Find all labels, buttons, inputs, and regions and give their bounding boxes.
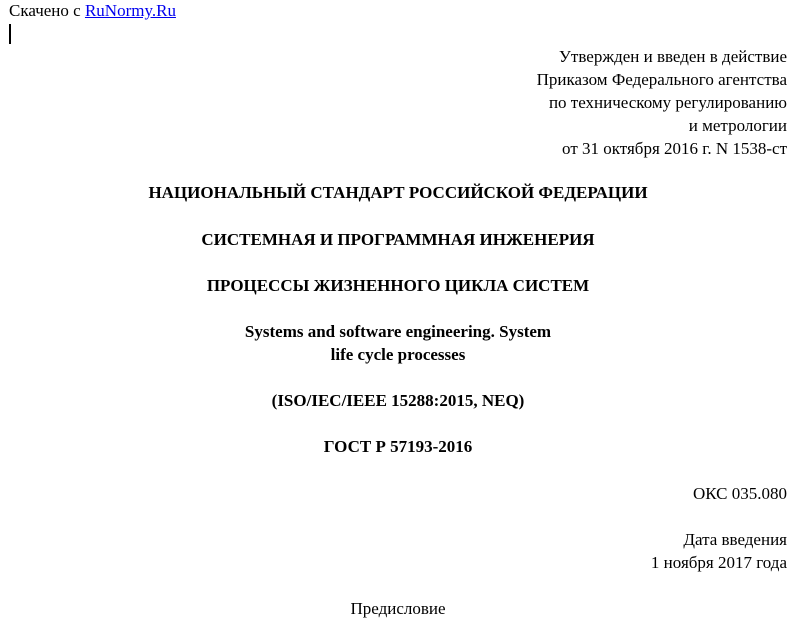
text-caret [9, 24, 11, 44]
intro-date-label: Дата введения [683, 530, 787, 549]
source-prefix: Скачено с [9, 1, 81, 20]
source-line [9, 1, 176, 21]
preface-heading: Предисловие [350, 599, 446, 618]
standard-reference: (ISO/IEC/IEEE 15288:2015, NEQ) [271, 391, 525, 410]
title-ru-line2: ПРОЦЕССЫ ЖИЗНЕННОГО ЦИКЛА СИСТЕМ [206, 276, 590, 295]
title-en-line1: Systems and software engineering. System [244, 322, 552, 341]
gost-number: ГОСТ Р 57193-2016 [323, 437, 473, 456]
approval-line: Приказом Федерального агентства [536, 70, 787, 89]
title-en-line2: life cycle processes [330, 345, 466, 364]
approval-line: и метрологии [688, 116, 787, 135]
oks-code: ОКС 035.080 [692, 484, 787, 503]
source-link[interactable]: RuNormy.Ru [84, 1, 176, 20]
approval-line: Утвержден и введен в действие [558, 47, 787, 66]
approval-block [537, 45, 787, 160]
intro-date-value: 1 ноября 2017 года [650, 553, 787, 572]
title-ru-line1: СИСТЕМНАЯ И ПРОГРАММНАЯ ИНЖЕНЕРИЯ [201, 230, 595, 249]
approval-line: по техническому регулированию [548, 93, 787, 112]
national-standard-heading: НАЦИОНАЛЬНЫЙ СТАНДАРТ РОССИЙСКОЙ ФЕДЕРАЦИИ [148, 183, 648, 202]
approval-line: от 31 октября 2016 г. N 1538-ст [562, 139, 787, 158]
